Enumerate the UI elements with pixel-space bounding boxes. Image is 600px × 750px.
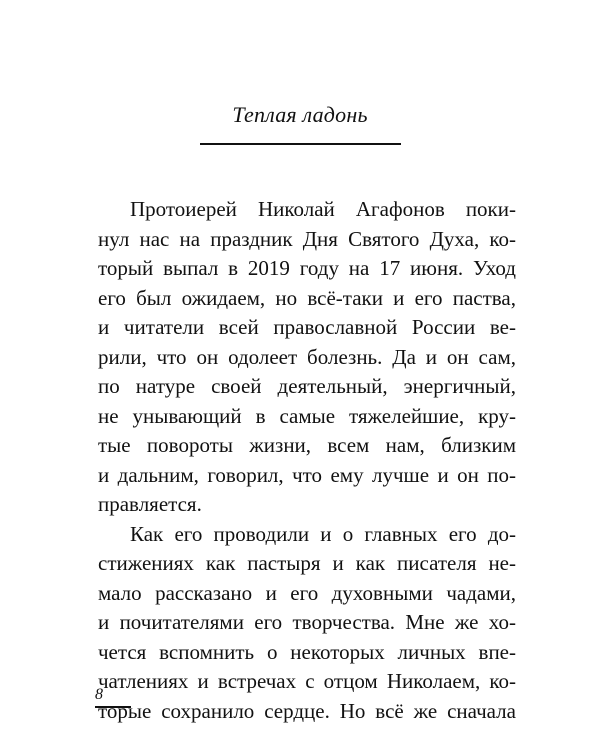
text-line: его был ожидаем, но всё-таки и его паства, (98, 285, 516, 310)
text-line: и читатели всей православной России ве- (98, 315, 516, 339)
page-number-underline (95, 706, 131, 708)
text-line: рили, что он одолеет болезнь. Да и он сам, (98, 344, 516, 369)
body-text (98, 195, 516, 726)
text-line: не унывающий в самые тяжелейшие, кру- (98, 403, 516, 428)
text-line: нул нас на праздник Дня Святого Духа, ко- (98, 226, 516, 251)
text-line: правляется. (98, 492, 202, 516)
text-line: торые сохранило сердце. Но всё же сначала (98, 698, 516, 723)
text-line: мало рассказано и его духовными чадами, (98, 580, 516, 605)
chapter-title: Теплая ладонь (232, 102, 368, 127)
text-line: и дальним, говорил, что ему лучше и он по- (98, 462, 516, 487)
text-line: по натуре своей деятельный, энергичный, (98, 374, 516, 398)
text-line: чатлениях и встречах с отцом Николаем, ко- (98, 669, 516, 693)
text-line: Как его проводили и о главных его до- (130, 521, 516, 546)
title-underline (200, 143, 401, 145)
text-line: стижениях как пастыря и как писателя не- (98, 551, 516, 575)
text-line: торый выпал в 2019 году на 17 июня. Уход (98, 256, 516, 280)
text-line: Протоиерей Николай Агафонов поки- (130, 197, 516, 221)
page-number: 8 (95, 686, 103, 703)
text-line: чется вспомнить о некоторых личных впе- (98, 639, 516, 664)
text-line: тые повороты жизни, всем нам, близким (98, 433, 516, 457)
text-line: и почитателями его творчества. Мне же хо- (98, 610, 516, 634)
